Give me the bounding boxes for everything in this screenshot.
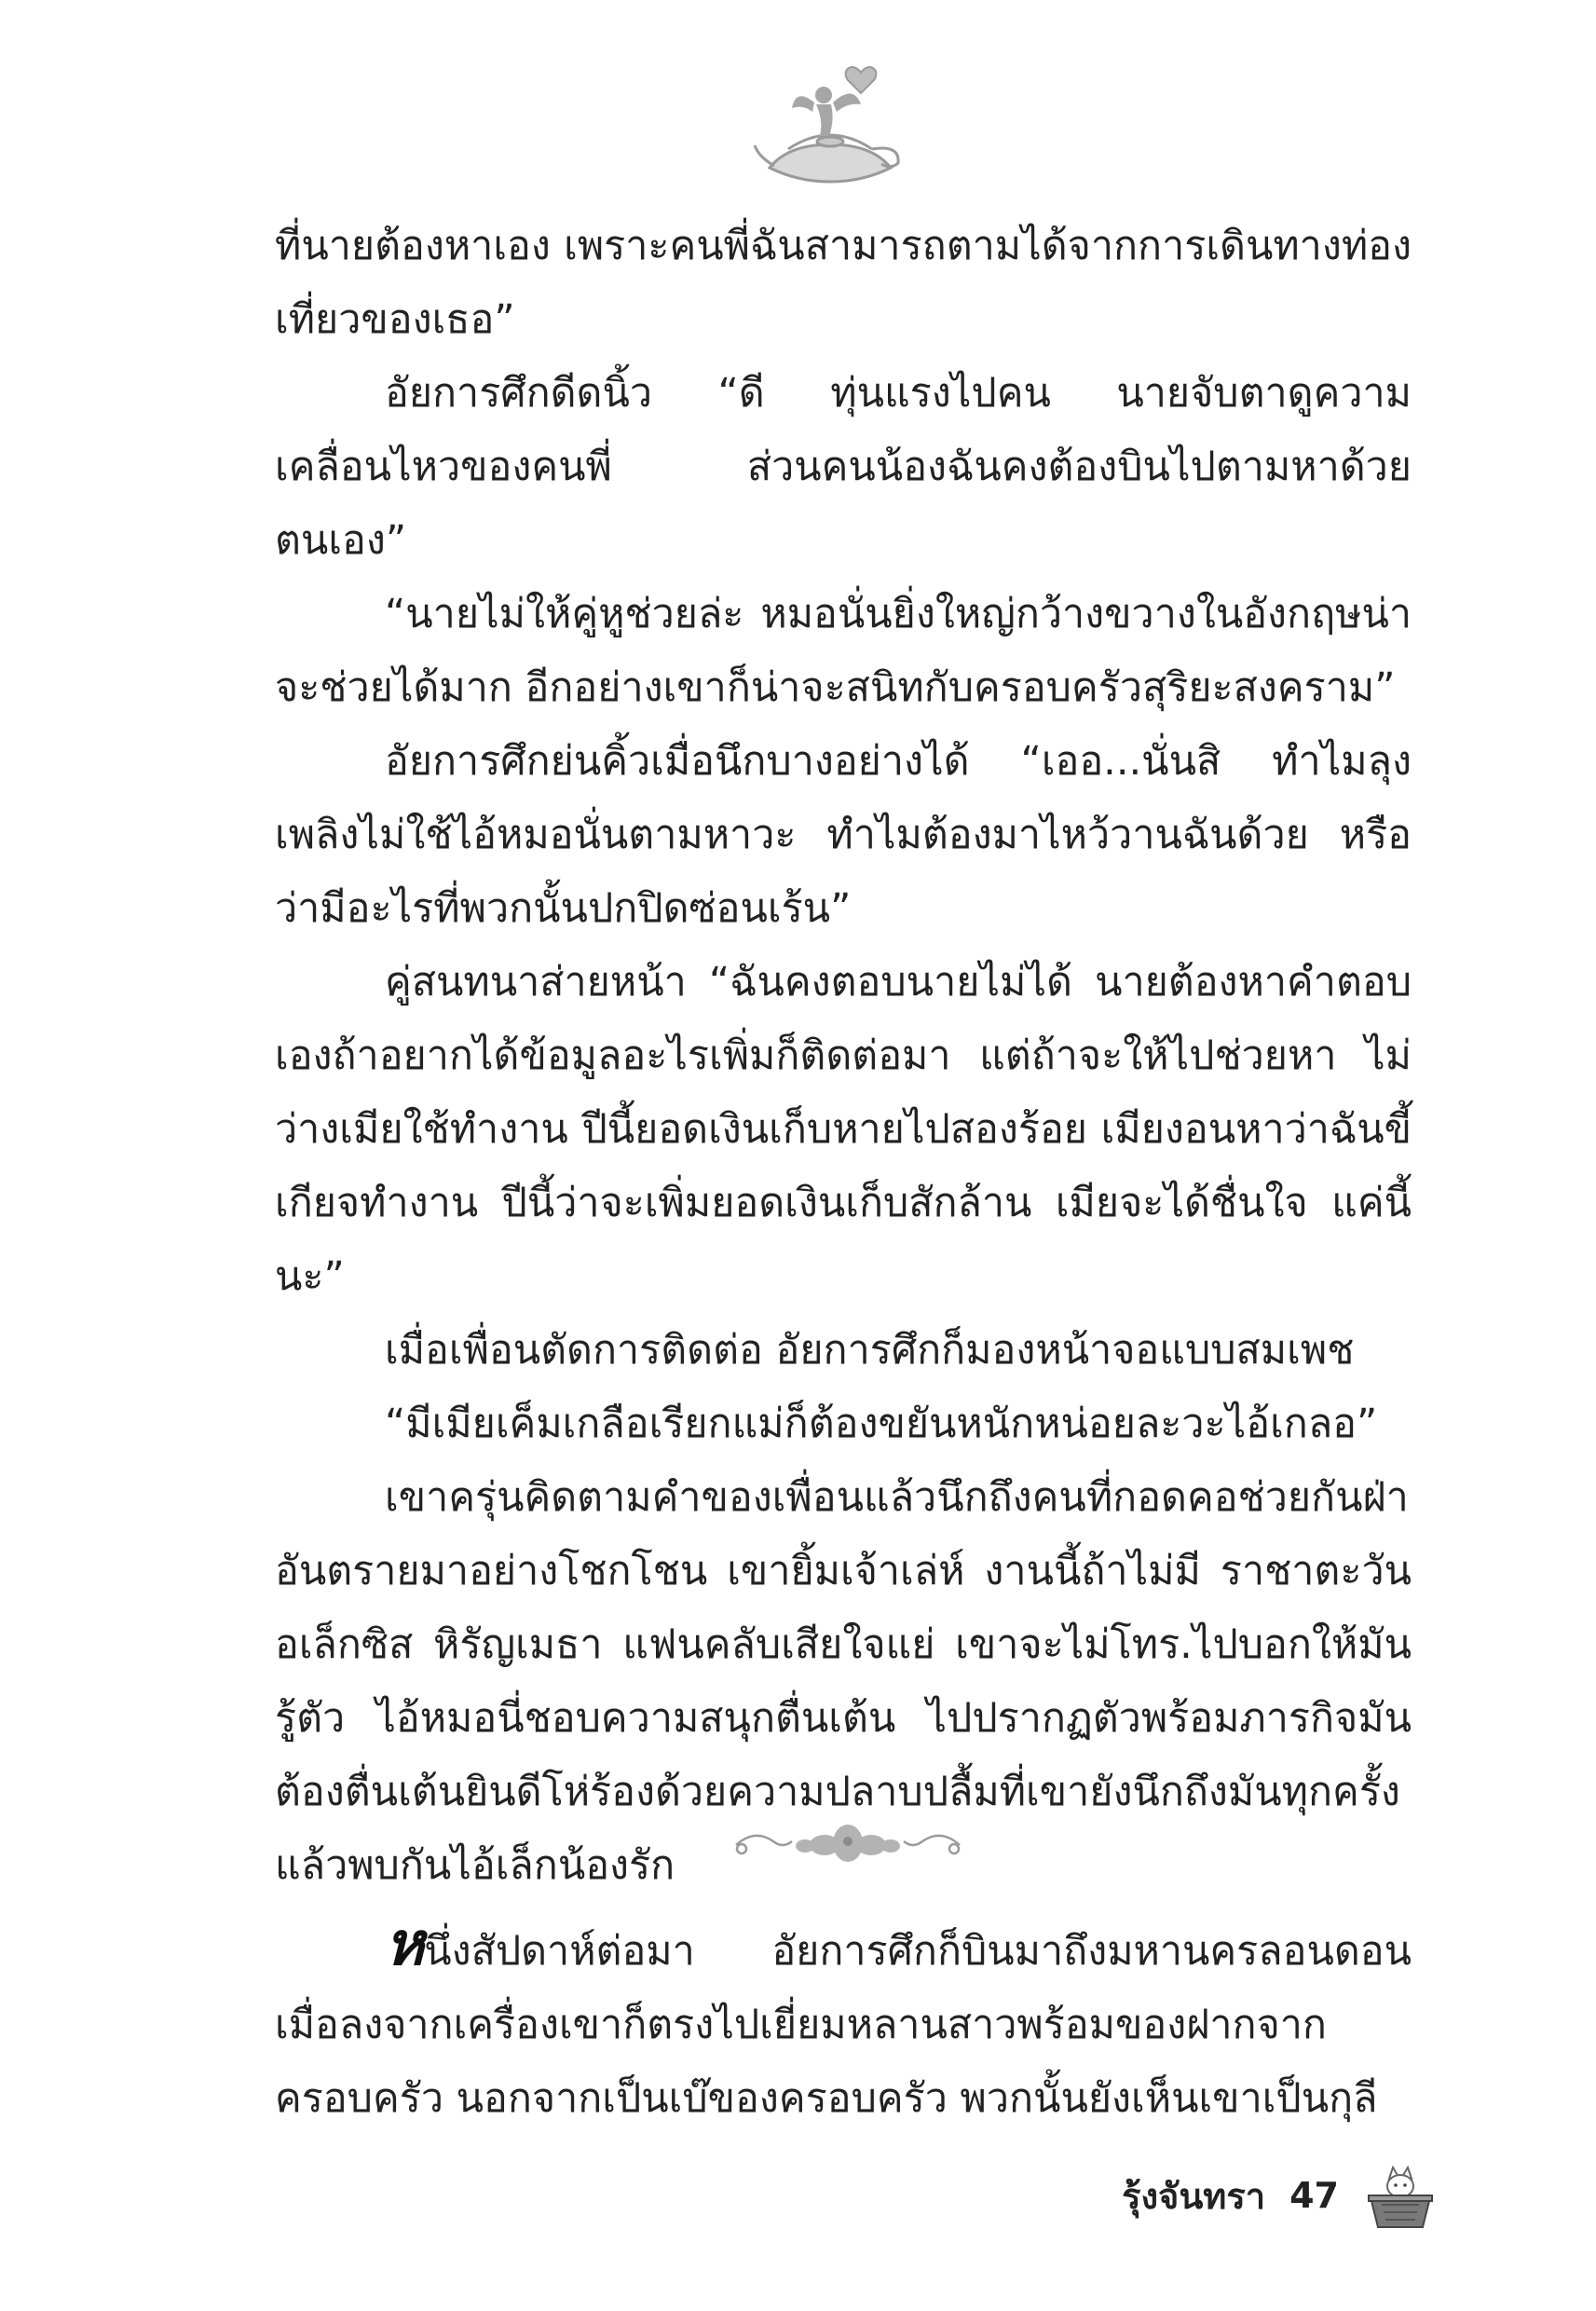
paragraph-3: “นายไม่ให้คู่หูช่วยล่ะ หมอนั่นยิ่งใหญ่กว้างขวางในอังกฤษน่าจะช่วยได้มาก อีกอย่างเขาก็น่าจะสนิทกับครอบครัวสุริยะสงคราม” bbox=[275, 591, 1412, 711]
page-footer bbox=[1122, 2158, 1438, 2233]
page-number: 47 bbox=[1289, 2175, 1339, 2216]
paragraph-2: อัยการศึกดีดนิ้ว “ดี ทุ่นแรงไปคน นายจับตาดูความเคลื่อนไหวของคนพี่ ส่วนคนน้องฉันคงต้องบินไปตามหาด้วยตนเอง” bbox=[275, 370, 1412, 564]
paragraph-4: อัยการศึกย่นคิ้วเมื่อนึกบางอย่างได้ “เออ...นั่นสิ ทำไมลุงเพลิงไม่ใช้ไอ้หมอนั่นตามหาวะ ทำไมต้องมาไหว้วานฉันด้วย หรือว่ามีอะไรที่พวกนั้นปกปิดซ่อนเร้น” bbox=[275, 738, 1412, 932]
paragraph-9 bbox=[275, 1909, 1412, 2136]
paragraph-6: เมื่อเพื่อนตัดการติดต่อ อัยการศึกก็มองหน้าจอแบบสมเพช bbox=[385, 1327, 1355, 1374]
text-section-2 bbox=[275, 1909, 1412, 2136]
paragraph-8: เขาครุ่นคิดตามคำของเพื่อนแล้วนึกถึงคนที่กอดคอช่วยกันฝ่าอันตรายมาอย่างโชกโชน เขายิ้มเจ้าเล่ห์ งานนี้ถ้าไม่มี ราชาตะวัน อเล็กซิส หิรัญเมธา แฟนคลับเสียใจแย่ เขาจะไม่โทร.ไปบอกให้มันรู้ตัว ไอ้หมอนี่ชอบความสนุกตื่นเต้น ไปปรากฏตัวพร้อมภารกิจมันต้องตื่นเต้นยินดีโห่ร้องด้วยความปลาบปลื้มที่เขายังนึกถึงมันทุกครั้ง แล้วพบกันไอ้เล็กน้องรัก bbox=[275, 1474, 1412, 1889]
cat-in-basket-icon bbox=[1363, 2158, 1438, 2233]
paragraph-5: คู่สนทนาส่ายหน้า “ฉันคงตอบนายไม่ได้ นายต้องหาคำตอบเองถ้าอยากได้ข้อมูลอะไรเพิ่มก็ติดต่อมา แต่ถ้าจะให้ไปช่วยหา ไม่ว่างเมียใช้ทำงาน ปีนี้ยอดเงินเก็บหายไปสองร้อย เมียงอนหาว่าฉันขี้เกียจทำงาน ปีนี้ว่าจะเพิ่มยอดเงินเก็บสักล้าน เมียจะได้ชื่นใจ แค่นี้นะ” bbox=[275, 959, 1412, 1300]
cupid-teapot-icon bbox=[751, 56, 909, 196]
drop-cap-letter: ห bbox=[385, 1909, 425, 1979]
paragraph-9-text: นึ่งสัปดาห์ต่อมา อัยการศึกก็บินมาถึงมหานครลอนดอน เมื่อลงจากเครื่องเขาก็ตรงไปเยี่ยมหลานสาวพร้อมของฝากจากครอบครัว นอกจากเป็นเบ๊ของครอบครัว พวกนั้นยังเห็นเขาเป็นกุลี bbox=[275, 1928, 1412, 2122]
book-title: รุ้งจันทรา bbox=[1122, 2175, 1266, 2217]
floral-divider-icon bbox=[727, 1815, 969, 1871]
paragraph-1: ที่นายต้องหาเอง เพราะคนพี่ฉันสามารถตามได้จากการเดินทางท่องเที่ยวของเธอ” bbox=[275, 223, 1412, 343]
paragraph-7: “มีเมียเค็มเกลือเรียกแม่ก็ต้องขยันหนักหน่อยละวะไอ้เกลอ” bbox=[385, 1401, 1378, 1447]
text-section-1 bbox=[275, 210, 1412, 1903]
